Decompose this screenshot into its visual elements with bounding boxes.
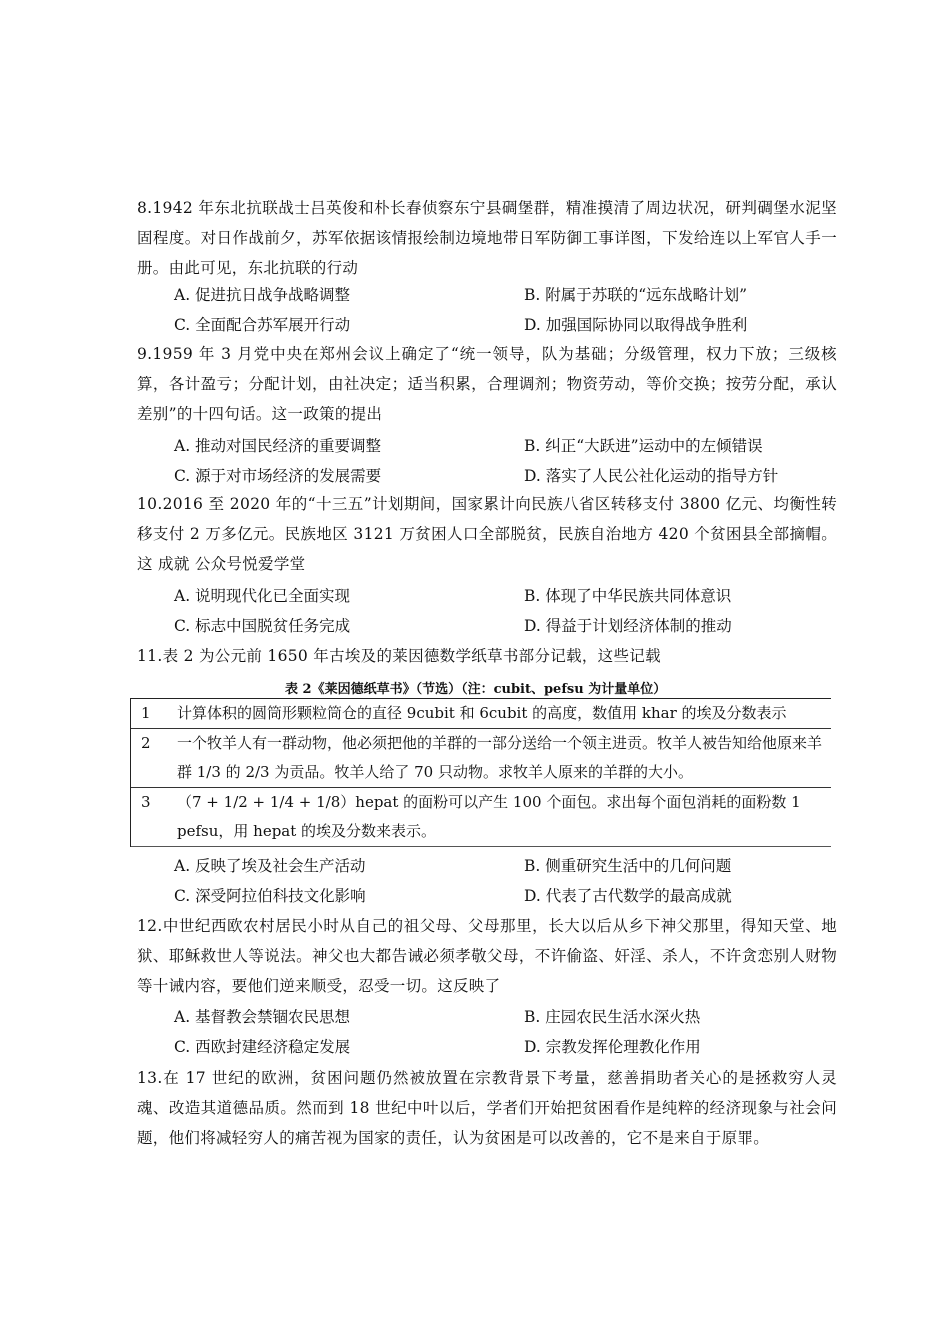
question-10-option-b: B. 体现了中华民族共同体意识	[524, 587, 732, 605]
question-8-option-d: D. 加强国际协同以取得战争胜利	[524, 316, 748, 334]
question-9-option-c: C. 源于对市场经济的发展需要	[174, 467, 382, 485]
table-row-text: （7 + 1/2 + 1/4 + 1/8）hepat 的面粉可以产生 100 个面包。求出每个面包消耗的面粉数 1 pefsu，用 hepat 的埃及分数来表示。	[177, 793, 801, 840]
question-9-stem: 9.1959 年 3 月党中央在郑州会议上确定了“统一领导，队为基础；分级管理，权力下放；三级核算，各计盈亏；分配计划，由社决定；适当积累，合理调剂；物资劳动，等价交换；按劳分配，承认差别”的十四句话。这一政策的提出	[137, 345, 837, 423]
question-8-option-c: C. 全面配合苏军展开行动	[174, 316, 351, 334]
table-row	[131, 729, 831, 788]
question-8-option-b: B. 附属于苏联的“远东战略计划”	[524, 286, 748, 304]
question-11-stem: 11.表 2 为公元前 1650 年古埃及的莱因德数学纸草书部分记载，这些记载	[137, 647, 661, 665]
question-12-option-b: B. 庄园农民生活水深火热	[524, 1008, 701, 1026]
table-row-number: 1	[141, 704, 151, 722]
question-10-stem: 10.2016 至 2020 年的“十三五”计划期间，国家累计向民族八省区转移支付 3800 亿元、均衡性转移支付 2 万多亿元。民族地区 3121 万贫困人口全部脱贫，民族自治地方 420 个贫困县全部摘帽。这 成就 公众号悦爱学堂	[137, 495, 837, 573]
question-11-option-b: B. 侧重研究生活中的几何问题	[524, 857, 732, 875]
table-row-number: 3	[141, 793, 151, 811]
table-caption: 表 2《莱因德纸草书》（节选）（注：cubit、pefsu 为计量单位）	[285, 682, 667, 697]
papyrus-table	[130, 698, 831, 847]
question-9-option-a: A. 推动对国民经济的重要调整	[174, 437, 382, 455]
question-8-stem: 8.1942 年东北抗联战士吕英俊和朴长春侦察东宁县碉堡群，精准摸清了周边状况，研判碉堡水泥坚固程度。对日作战前夕，苏军依据该情报绘制边境地带日军防御工事详图，下发给连以上军官人手一册。由此可见，东北抗联的行动	[137, 199, 837, 277]
table-row	[131, 788, 831, 847]
question-10-option-a: A. 说明现代化已全面实现	[174, 587, 351, 605]
table-row-number: 2	[141, 734, 151, 752]
question-12-option-c: C. 西欧封建经济稳定发展	[174, 1038, 351, 1056]
table-row-text: 计算体积的圆筒形颗粒筒仓的直径 9cubit 和 6cubit 的高度，数值用 khar 的埃及分数表示	[177, 704, 787, 722]
question-12-option-a: A. 基督教会禁锢农民思想	[174, 1008, 351, 1026]
question-12-option-d: D. 宗教发挥伦理教化作用	[524, 1038, 701, 1056]
question-11-option-c: C. 深受阿拉伯科技文化影响	[174, 887, 366, 905]
question-8-option-a: A. 促进抗日战争战略调整	[174, 286, 351, 304]
question-11-option-d: D. 代表了古代数学的最高成就	[524, 887, 732, 905]
question-13-stem: 13.在 17 世纪的欧洲，贫困问题仍然被放置在宗教背景下考量，慈善捐助者关心的是拯救穷人灵魂、改造其道德品质。然而到 18 世纪中叶以后，学者们开始把贫困看作是纯粹的经济现象与社会问题，他们将减轻穷人的痛苦视为国家的责任，认为贫困是可以改善的，它不是来自于原罪。	[137, 1069, 837, 1147]
question-9-option-d: D. 落实了人民公社化运动的指导方针	[524, 467, 779, 485]
table-row-text: 一个牧羊人有一群动物，他必须把他的羊群的一部分送给一个领主进贡。牧羊人被告知给他原来羊群 1/3 的 2/3 为贡品。牧羊人给了 70 只动物。求牧羊人原来的羊群的大小。	[177, 734, 823, 781]
question-11-option-a: A. 反映了埃及社会生产活动	[174, 857, 366, 875]
question-10-option-c: C. 标志中国脱贫任务完成	[174, 617, 351, 635]
question-12-stem: 12.中世纪西欧农村居民小时从自己的祖父母、父母那里，长大以后从乡下神父那里，得知天堂、地狱、耶稣救世人等说法。神父也大都告诫必须孝敬父母，不许偷盗、奸淫、杀人，不许贪恋别人财物等十诫内容，要他们逆来顺受，忍受一切。这反映了	[137, 917, 837, 995]
table-row	[131, 699, 831, 729]
question-10-option-d: D. 得益于计划经济体制的推动	[524, 617, 732, 635]
question-9-option-b: B. 纠正“大跃进”运动中的左倾错误	[524, 437, 763, 455]
